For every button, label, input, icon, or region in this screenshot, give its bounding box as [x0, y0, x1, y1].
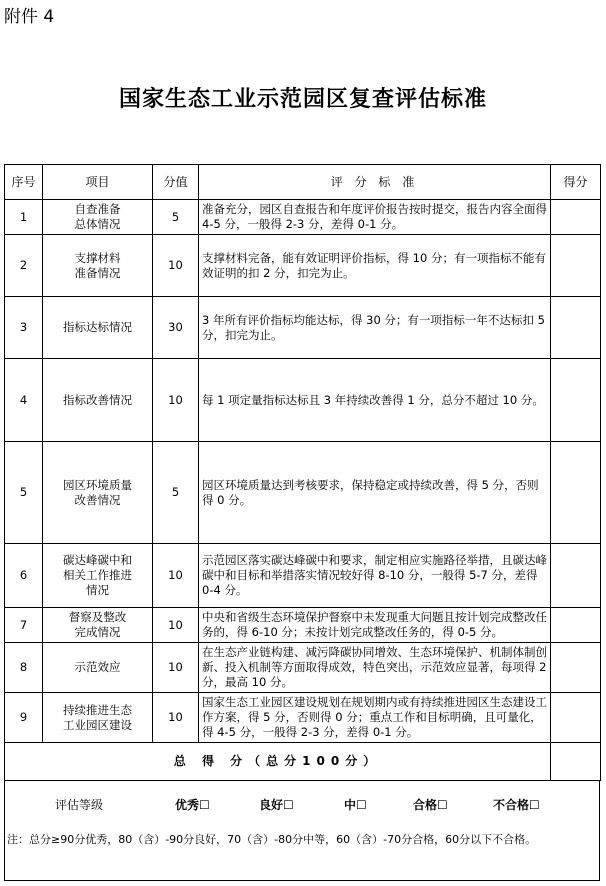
row-criteria: 3 年所有评价指标均能达标，得 30 分；有一项指标一年不达标扣 5 分，扣完为止。: [199, 297, 551, 359]
note-section: [4, 827, 600, 881]
row-score: 10: [153, 359, 199, 442]
row-criteria: 中央和省级生态环境保护督察中未发现重大问题且按计划完成整改任务的，得 6-10 分；未按计划完成整改任务的，得 0-5 分。: [199, 608, 551, 643]
row-got-score: [551, 359, 601, 442]
grade-option-excellent[interactable]: 优秀☐: [175, 798, 210, 812]
row-number: 8: [5, 643, 43, 693]
col-header-score: 分值: [153, 165, 199, 200]
grade-option-fail[interactable]: 不合格☐: [493, 798, 540, 812]
row-got-score: [551, 200, 601, 235]
row-number: 7: [5, 608, 43, 643]
row-number: 2: [5, 235, 43, 297]
row-item: 指标达标情况: [43, 297, 153, 359]
grade-option-pass[interactable]: 合格☐: [413, 798, 448, 812]
row-score: 5: [153, 442, 199, 544]
row-score: 10: [153, 643, 199, 693]
row-got-score: [551, 643, 601, 693]
total-row: [5, 743, 601, 781]
row-item: 指标改善情况: [43, 359, 153, 442]
row-item: 示范效应: [43, 643, 153, 693]
row-score: 5: [153, 200, 199, 235]
row-criteria: 在生态产业链构建、减污降碳协同增效、生态环境保护、机制体制创新、投入机制等方面取得成效，特色突出，示范效应显著，每项得 2 分，最高 10 分。: [199, 643, 551, 693]
row-score: 10: [153, 693, 199, 743]
row-number: 1: [5, 200, 43, 235]
table-row: [5, 643, 601, 693]
total-label: 总 得 分（总分100分）: [5, 743, 551, 781]
row-number: 5: [5, 442, 43, 544]
row-got-score: [551, 235, 601, 297]
total-score-cell: [551, 743, 601, 781]
table-row: [5, 235, 601, 297]
row-score: 10: [153, 544, 199, 608]
grade-option-medium[interactable]: 中☐: [344, 798, 367, 812]
table-header-row: [5, 165, 601, 200]
row-criteria: 国家生态工业园区建设规划在规划期内或有持续推进园区生态建设工作方案，得 5 分，否则得 0 分；重点工作和目标明确，且可量化，得 4-5 分，一般得 2-3 分，差得 0-1 分。: [199, 693, 551, 743]
page-title: 国家生态工业示范园区复查评估标准: [118, 87, 487, 112]
row-number: 6: [5, 544, 43, 608]
table-row: [5, 608, 601, 643]
row-item: 碳达峰碳中和 相关工作推进 情况: [43, 544, 153, 608]
row-item: 自查准备 总体情况: [43, 200, 153, 235]
row-item: 督察及整改 完成情况: [43, 608, 153, 643]
row-item: 支撑材料 准备情况: [43, 235, 153, 297]
table-row: [5, 297, 601, 359]
attachment-label: 附件 4: [4, 7, 55, 27]
row-got-score: [551, 608, 601, 643]
table-row: [5, 442, 601, 544]
table-row: [5, 693, 601, 743]
row-criteria: 园区环境质量达到考核要求，保持稳定或持续改善，得 5 分，否则得 0 分。: [199, 442, 551, 544]
table-row: [5, 544, 601, 608]
note-text: 注：总分≥90分优秀，80（含）-90分良好，70（含）-80分中等，60（含）-70分合格，60分以下不合格。: [7, 833, 537, 846]
row-got-score: [551, 693, 601, 743]
row-criteria: 示范园区落实碳达峰碳中和要求，制定相应实施路径举措，且碳达峰碳中和目标和举措落实情况较好得 8-10 分，一般得 5-7 分，差得 0-4 分。: [199, 544, 551, 608]
table-row: [5, 200, 601, 235]
row-got-score: [551, 544, 601, 608]
row-score: 30: [153, 297, 199, 359]
row-criteria: 每 1 项定量指标达标且 3 年持续改善得 1 分，总分不超过 10 分。: [199, 359, 551, 442]
col-header-item: 项目: [43, 165, 153, 200]
grade-option-good[interactable]: 良好☐: [259, 798, 294, 812]
row-item: 持续推进生态 工业园区建设: [43, 693, 153, 743]
col-header-got: 得分: [551, 165, 601, 200]
row-score: 10: [153, 235, 199, 297]
table-row: [5, 359, 601, 442]
row-score: 10: [153, 608, 199, 643]
row-criteria: 支撑材料完备，能有效证明评价指标，得 10 分；有一项指标不能有效证明的扣 2 分，扣完为止。: [199, 235, 551, 297]
grading-label: 评估等级: [55, 798, 104, 812]
row-criteria: 准备充分，园区自查报告和年度评价报告按时提交，报告内容全面得 4-5 分，一般得 2-3 分，差得 0-1 分。: [199, 200, 551, 235]
evaluation-table: [4, 164, 601, 781]
col-header-criteria: 评 分 标 准: [199, 165, 551, 200]
col-header-no: 序号: [5, 165, 43, 200]
row-item: 园区环境质量 改善情况: [43, 442, 153, 544]
row-number: 4: [5, 359, 43, 442]
row-got-score: [551, 442, 601, 544]
row-number: 3: [5, 297, 43, 359]
grading-section: [4, 780, 600, 827]
row-number: 9: [5, 693, 43, 743]
row-got-score: [551, 297, 601, 359]
